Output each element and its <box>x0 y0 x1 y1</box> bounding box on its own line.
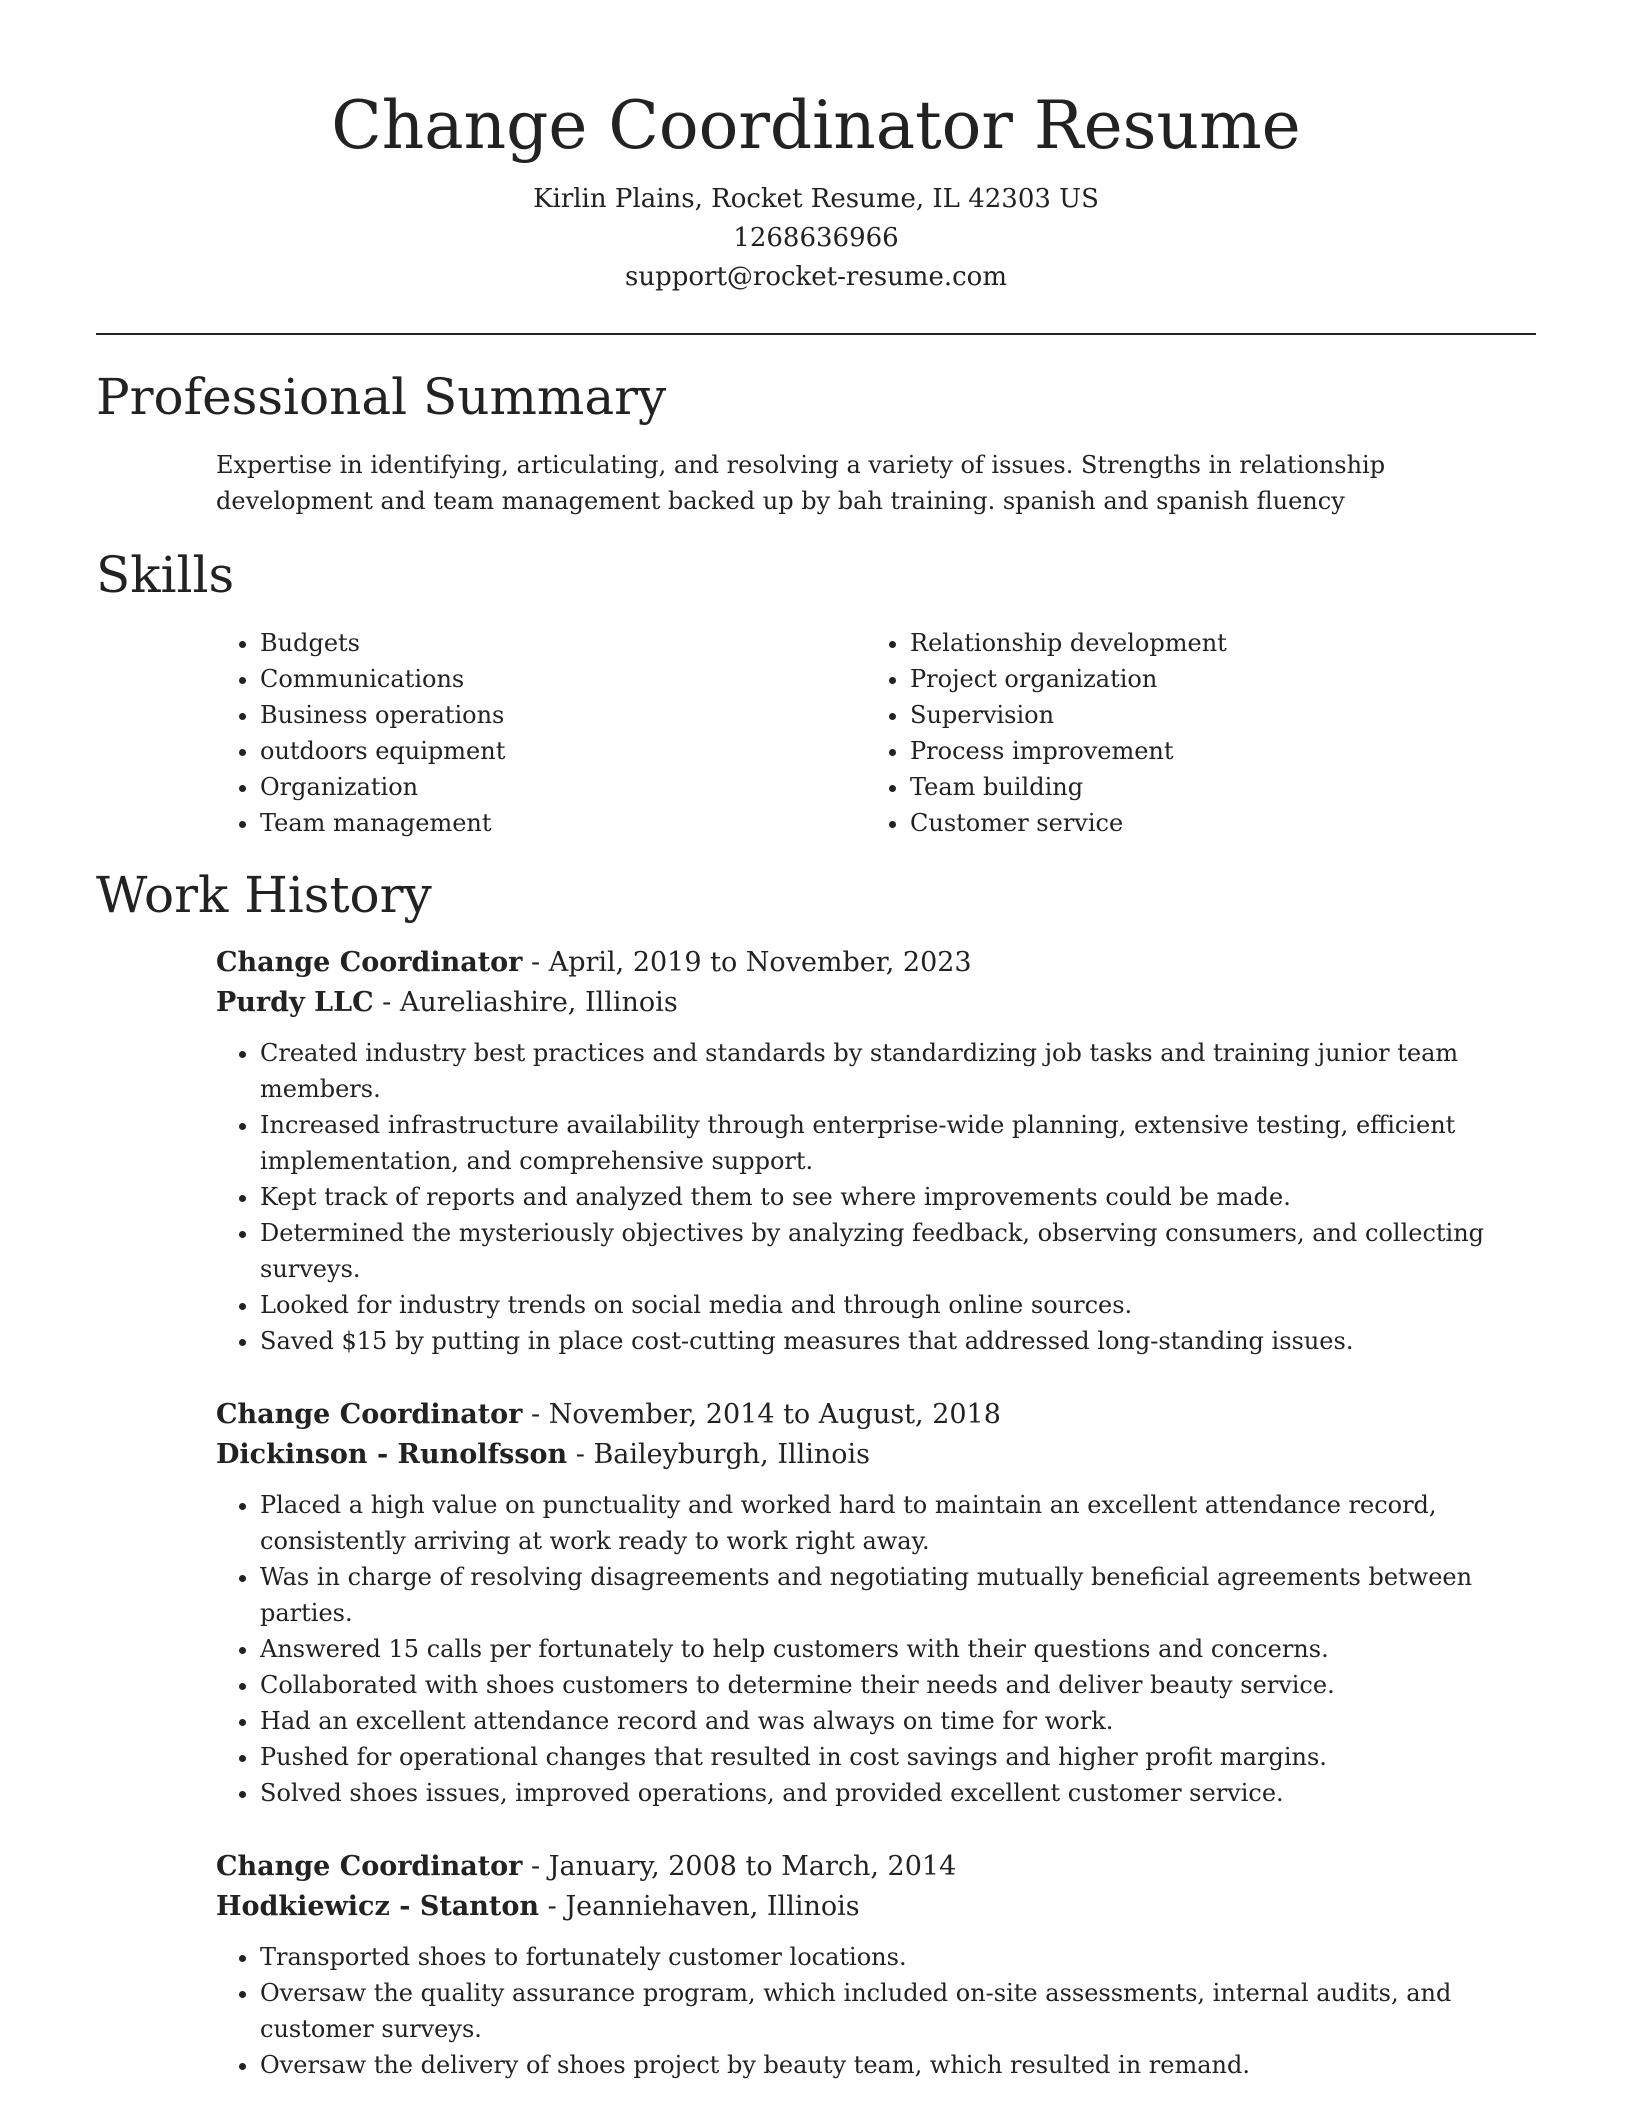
job-company-line <box>216 1435 1536 1475</box>
separator: - <box>522 1399 549 1430</box>
summary-section <box>96 367 1536 519</box>
skills-heading: Skills <box>96 546 235 604</box>
job-bullet: • Oversaw the delivery of shoes project by beauty team, which resulted in remand. <box>260 2047 1536 2083</box>
job-bullet: • Kept track of reports and analyzed them to see where improvements could be made. <box>260 1179 1536 1215</box>
job-location: Jeanniehaven, Illinois <box>565 1891 860 1922</box>
job-dates: January, 2008 to March, 2014 <box>548 1851 957 1882</box>
skill-item: • Project organization <box>910 661 1516 697</box>
job-bullet: • Placed a high value on punctuality and worked hard to maintain an excellent attendance record, consistently arriving at work ready to work right away. <box>260 1487 1536 1559</box>
job-bullet: • Was in charge of resolving disagreements and negotiating mutually beneficial agreements between parties. <box>260 1559 1536 1631</box>
skills-list-right <box>866 625 1516 841</box>
job-title-line <box>216 1847 1536 1887</box>
skill-item: • Process improvement <box>910 733 1516 769</box>
job-company-line <box>216 1887 1536 1927</box>
job-dates: November, 2014 to August, 2018 <box>548 1399 1001 1430</box>
job-company: Hodkiewicz - Stanton <box>216 1891 540 1922</box>
work-section <box>96 865 1536 2083</box>
job-role: Change Coordinator <box>216 1851 523 1882</box>
resume-page <box>96 0 1536 2083</box>
job-bullet: • Saved $15 by putting in place cost-cutting measures that addressed long-standing issues. <box>260 1323 1536 1359</box>
skill-item: • Budgets <box>260 625 866 661</box>
contact-block <box>96 180 1536 297</box>
job-bullets <box>216 1939 1536 2083</box>
job-entry <box>216 1395 1536 1811</box>
separator: - <box>567 1439 594 1470</box>
skill-item: • Supervision <box>910 697 1516 733</box>
job-bullets <box>216 1487 1536 1811</box>
skill-item: • Team management <box>260 805 866 841</box>
job-company: Purdy LLC <box>216 987 374 1018</box>
job-entry <box>216 943 1536 1359</box>
contact-phone: 1268636966 <box>733 223 899 253</box>
job-company-line <box>216 983 1536 1023</box>
job-entry <box>216 1847 1536 2083</box>
job-bullets <box>216 1035 1536 1359</box>
separator: - <box>373 987 400 1018</box>
header-divider <box>96 333 1536 335</box>
job-bullet: • Answered 15 calls per fortunately to help customers with their questions and concerns. <box>260 1631 1536 1667</box>
separator: - <box>522 947 549 978</box>
summary-heading: Professional Summary <box>96 368 667 426</box>
skills-list-left <box>216 625 866 841</box>
skill-item: • Customer service <box>910 805 1516 841</box>
job-company: Dickinson - Runolfsson <box>216 1439 568 1470</box>
resume-header <box>96 0 1536 297</box>
job-bullet: • Looked for industry trends on social media and through online sources. <box>260 1287 1536 1323</box>
job-role: Change Coordinator <box>216 947 523 978</box>
job-title-line <box>216 1395 1536 1435</box>
job-bullet: • Oversaw the quality assurance program, which included on-site assessments, internal audits, and customer surveys. <box>260 1975 1536 2047</box>
contact-email: support@rocket-resume.com <box>624 262 1007 292</box>
separator: - <box>522 1851 549 1882</box>
job-bullet: • Created industry best practices and standards by standardizing job tasks and training junior team members. <box>260 1035 1536 1107</box>
job-bullet: • Had an excellent attendance record and was always on time for work. <box>260 1703 1536 1739</box>
separator: - <box>539 1891 566 1922</box>
job-bullet: • Increased infrastructure availability through enterprise-wide planning, extensive testing, efficient implementation, and comprehensive support. <box>260 1107 1536 1179</box>
skill-item: • outdoors equipment <box>260 733 866 769</box>
work-heading: Work History <box>96 866 432 924</box>
job-dates: April, 2019 to November, 2023 <box>548 947 972 978</box>
skills-grid <box>216 625 1536 841</box>
skill-item: • Team building <box>910 769 1516 805</box>
job-bullet: • Solved shoes issues, improved operations, and provided excellent customer service. <box>260 1775 1536 1811</box>
job-location: Aureliashire, Illinois <box>399 987 678 1018</box>
skills-section <box>96 545 1536 841</box>
job-bullet: • Pushed for operational changes that resulted in cost savings and higher profit margins. <box>260 1739 1536 1775</box>
job-role: Change Coordinator <box>216 1399 523 1430</box>
skill-item: • Business operations <box>260 697 866 733</box>
contact-address: Kirlin Plains, Rocket Resume, IL 42303 US <box>533 184 1099 214</box>
skill-item: • Organization <box>260 769 866 805</box>
skill-item: • Communications <box>260 661 866 697</box>
resume-title: Change Coordinator Resume <box>331 87 1301 164</box>
job-bullet: • Determined the mysteriously objectives by analyzing feedback, observing consumers, and collecting surveys. <box>260 1215 1536 1287</box>
skill-item: • Relationship development <box>910 625 1516 661</box>
summary-text: Expertise in identifying, articulating, and resolving a variety of issues. Strengths in relationship development and team management backed up by bah training. spanish and spanish fluency <box>216 451 1386 515</box>
job-location: Baileyburgh, Illinois <box>593 1439 871 1470</box>
job-bullet: • Collaborated with shoes customers to determine their needs and deliver beauty service. <box>260 1667 1536 1703</box>
job-bullet: • Transported shoes to fortunately customer locations. <box>260 1939 1536 1975</box>
job-title-line <box>216 943 1536 983</box>
